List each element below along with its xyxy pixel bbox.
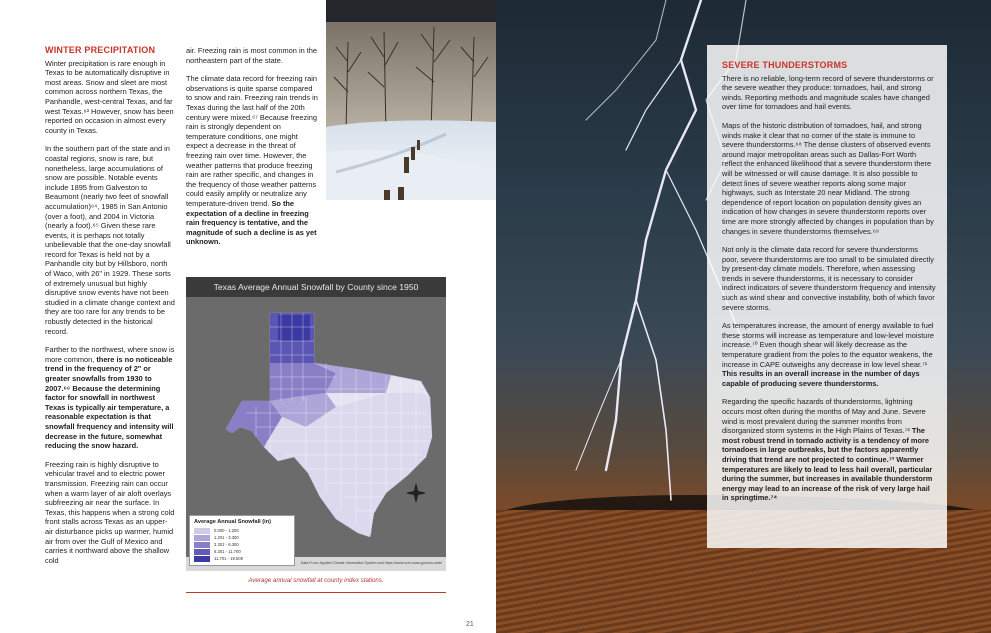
map-caption: Average annual snowfall at county index stations. [248, 577, 384, 584]
legend-item [194, 534, 290, 541]
text: The climate data record for freezing rain observations is quite sparse compared to snow and rain. Freezing rain trends in Texas during the last half of the 20th century were mixed.⁶⁷ Because freezing rain is strongly dependent on temperature conditions, one might expect a decrease in the threat of freezing rain over time. However, the weather patterns that produce freezing rain are rather specific, and changes in the frequency of those weather patterns could easily amplify or neutralize any temperature-driven trend. [186, 74, 318, 208]
text: As temperatures increase, the amount of energy available to fuel these storms will increase as temperature and low-level moisture increase.⁷⁰ Even though shear will likely decrease as the temperature gradient from the poles to the equator weakens, the increase in CAPE outweighs any decrease in low level shear.⁷¹ [722, 321, 934, 369]
paragraph [722, 321, 936, 388]
emphasis-text: The most robust trend in tornado activity is a tendency of more tornadoes in large outbreaks, but the factors apparently driving that trend are not projected to continue.⁷³ Warmer temperatures are likely to lead to less hail overall, particular during the summer, but increases in available thunderstorm energy may lead to an increase of the risk of very large hail in springtime.⁷⁴ [722, 426, 933, 503]
legend-label: 0.000 - 1.200 [214, 528, 239, 533]
paragraph [186, 74, 320, 247]
section-heading-winter-precipitation: WINTER PRECIPITATION [45, 45, 156, 55]
legend-swatch [194, 549, 210, 555]
text: Farther to the northwest, where snow is more common, [45, 345, 175, 364]
texas-map [186, 297, 446, 561]
paragraph: In the southern part of the state and in coastal regions, snow is rare, but nonetheless, large accumulations of snow are possible. Notable events include 1895 from Galveston to Beaumont (nearly two feet of snowfall accumulation)⁶⁴, 1985 in San Antonio (over a foot), and 2004 in Victoria (nearly a foot).⁶⁵ Given these rare events, it is perhaps not totally unbelievable that the one-day snowfall record for Texas is held not by a Panhandle city but by Hillsboro, north of Waco, with 26" in 1929. These sorts of extremely unusual but highly disruptive snow events have not been studied in a climate change context and they are too rare for any trends to be robustly detected in the historical record. [45, 144, 175, 336]
text-column-1 [45, 46, 175, 574]
legend-item [194, 541, 290, 548]
top-bar [326, 0, 496, 22]
emphasis-text: there is no noticeable trend in the frequency of 2" or greater snowfalls from 1930 to 2007.⁶⁶ Because the determining factor for snowfall in northwest Texas is typically air temperature, a reasonable expectation is that snowfall frequency and intensity will decrease in the future, somewhat reducing the snow hazard. [45, 354, 174, 451]
legend-swatch [194, 535, 210, 541]
text-column-2 [186, 46, 320, 256]
legend-swatch [194, 542, 210, 548]
emphasis-text: So the expectation of a decline in freezing rain frequency is tentative, and the magnitude of such a decline is as yet unknown. [186, 198, 317, 247]
snow-photo [326, 22, 496, 200]
legend-label: 3.301 - 6.300 [214, 542, 239, 547]
thunderstorm-text-column [722, 61, 936, 512]
legend-item [194, 548, 290, 555]
snowfall-map-figure [186, 277, 446, 571]
legend-label: 6.301 - 11.700 [214, 549, 241, 554]
text: Regarding the specific hazards of thunderstorms, lightning occurs most often during the months of May and June. Severe wind is most prevalent during the summer months from disorganized storm systems in the High Plains of Texas.⁷² [722, 397, 926, 436]
paragraph: There is no reliable, long-term record of severe thunderstorms or the severe weather they produce: tornadoes, hail, and strong winds. Reporting methods and magnitude scales have changed over time for tornadoes and hail events. [722, 73, 934, 112]
legend-swatch [194, 556, 210, 562]
right-page [496, 0, 991, 633]
legend-swatch [194, 528, 210, 534]
emphasis-text: This results in an overall increase in the number of days capable of producing severe thunderstorms. [722, 369, 920, 388]
page-number: 21 [466, 621, 474, 628]
map-source-note: Data From: Applied Climate Information System and https://www.ncei.noaa.gov/cdo-web/ [300, 561, 442, 565]
section-heading-severe-thunderstorms: SEVERE THUNDERSTORMS [722, 60, 848, 70]
paragraph [45, 345, 175, 451]
legend-label: 1.201 - 3.300 [214, 535, 239, 540]
paragraph: air. Freezing rain is most common in the northeastern part of the state. [186, 46, 318, 65]
snow-scene-image [326, 22, 496, 200]
paragraph: Winter precipitation is rare enough in Texas to be automatically disruptive in most areas. Snow and sleet are most common across northern Texas, the Panhandle, west-central Texas, and far west Texas.⁶³ However, snow has been reported on occasion in almost every county in Texas. [45, 58, 174, 135]
map-title: Texas Average Annual Snowfall by County since 1950 [186, 277, 446, 297]
caption-rule [186, 592, 446, 593]
paragraph: Not only is the climate data record for severe thunderstorms poor, severe thunderstorms are too small to be simulated directly by present-day climate models. Therefore, when assessing trends in severe thunderstorms, it is necessary to consider indirect indicators of severe thunderstorm frequency and intensity such as wind shear and convective instability, both of which favor severe storms. [722, 245, 936, 312]
legend-label: 11.701 - 19.500 [214, 556, 244, 561]
paragraph [722, 397, 936, 503]
legend-title: Average Annual Snowfall (in) [194, 519, 271, 525]
paragraph: Freezing rain is highly disruptive to vehicular travel and to electric power transmission. Freezing rain can occur when a warm layer of air aloft overlays subfreezing air near the surface. In Texas, this happens when a strong cold front stalls across Texas as an upper-air disturbance picks up warmer, humid air from over the Gulf of Mexico and carries it northward above the shallow cold [45, 459, 175, 565]
map-legend [189, 515, 295, 566]
paragraph: Maps of the historic distribution of tornadoes, hail, and strong winds make it clear that no corner of the state is immune to severe thunderstorms.⁶⁸ The dense clusters of observed events around major metropolitan areas such as Dallas-Fort Worth reflect the enhanced likelihood that a severe thunderstorm there will be witnessed or will cause damage. It is also possible to detect lines of severe weather reports along some major highways, such as Interstate 20 near Midland. The strong dependence of report location on population density gives an indication of how changes in severe thunderstorm reports over time are more strongly affected by changes in population than by changes in severe thunderstorms themselves.⁶⁹ [722, 120, 934, 236]
legend-item [194, 527, 290, 534]
